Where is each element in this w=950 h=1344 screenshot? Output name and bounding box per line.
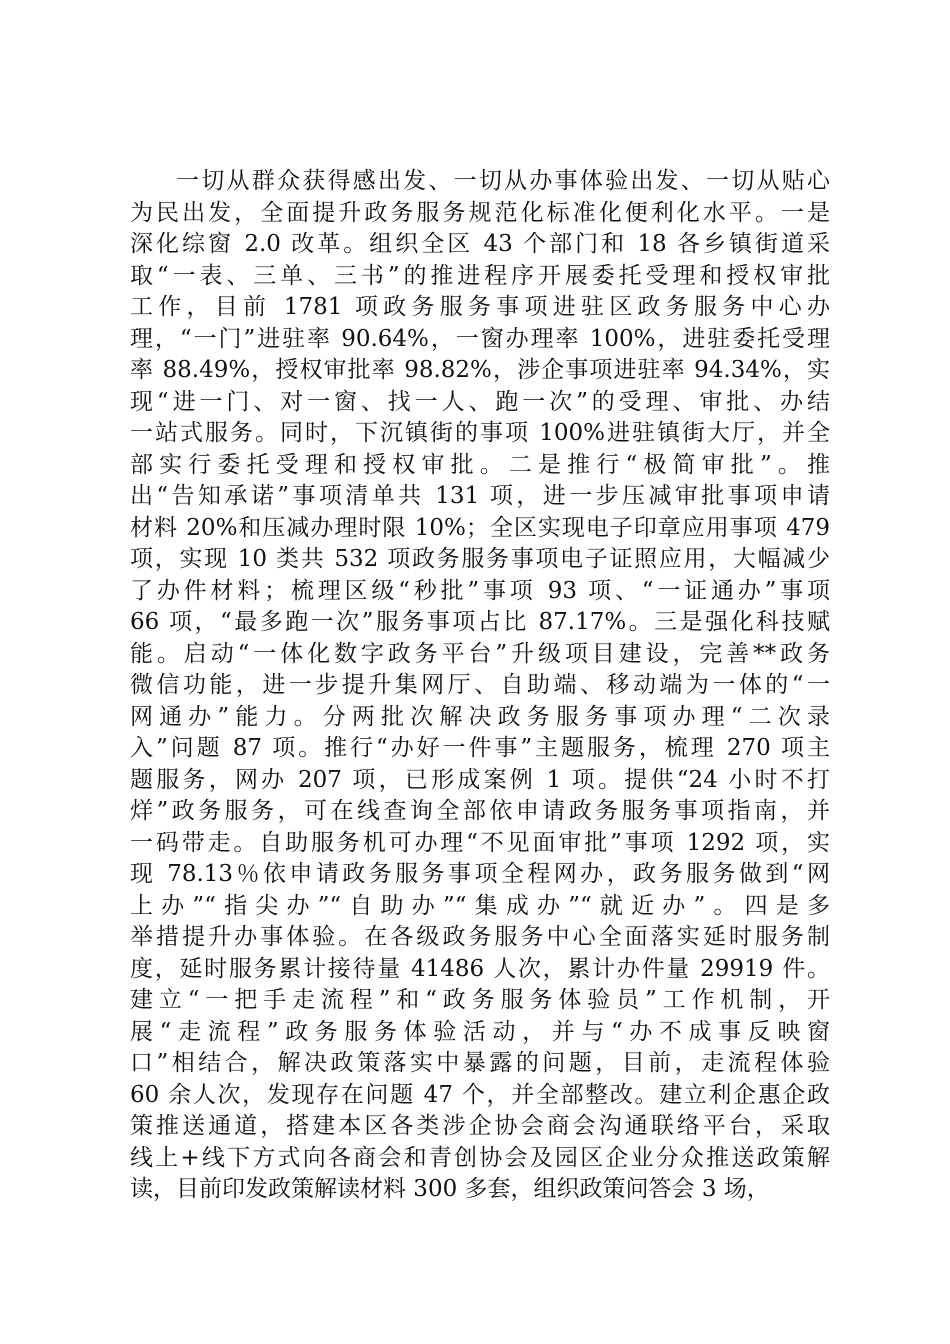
paragraph-line: 部实行委托受理和授权审批。二是推行“极简审批”。推 — [130, 451, 830, 478]
paragraph-line: 工作，目前 1781 项政务服务事项进驻区政务服务中心办 — [130, 294, 830, 320]
paragraph-line: 策推送通道，搭建本区各类涉企协会商会沟通联络平台，采取 — [130, 1113, 830, 1139]
paragraph-line: 烊”政务服务，可在线查询全部依申请政务服务事项指南，并 — [130, 798, 830, 824]
paragraph-line: 一切从群众获得感出发、一切从办事体验出发、一切从贴心 — [176, 168, 830, 194]
paragraph-line: 现“进一门、对一窗、找一人、跑一次”的受理、审批、办结 — [130, 388, 830, 415]
paragraph-line: 项，实现 10 类共 532 项政务服务事项电子证照应用，大幅减少 — [130, 546, 830, 572]
paragraph-line: 举措提升办事体验。在各级政务服务中心全面落实延时服务制 — [130, 924, 830, 950]
paragraph-line: 了办件材料；梳理区级“秒批”事项 93 项、“一证通办”事项 — [130, 577, 830, 604]
paragraph-line: 微信功能，进一步提升集网厅、自助端、移动端为一体的“一 — [130, 672, 830, 698]
body-paragraph — [130, 166, 830, 1206]
paragraph-line: 网通办”能力。分两批次解决政务服务事项办理“二次录 — [130, 703, 830, 730]
paragraph-line: 为民出发，全面提升政务服务规范化标准化便利化水平。一是 — [130, 199, 830, 226]
paragraph-line: 一站式服务。同时，下沉镇街的事项 100%进驻镇街大厅，并全 — [130, 420, 830, 446]
paragraph-line: 66 项，“最多跑一次”服务事项占比 87.17%。三是强化科技赋 — [130, 609, 830, 635]
paragraph-line: 理，“一门”进驻率 90.64%，一窗办理率 100%，进驻委托受理 — [130, 325, 830, 352]
paragraph-line: 上办”“指尖办”“自助办”“集成办”“就近办”。四是多 — [130, 892, 830, 919]
paragraph-line: 题服务，网办 207 项，已形成案例 1 项。提供“24 小时不打 — [130, 766, 830, 793]
paragraph-line: 60 余人次，发现存在问题 47 个，并全部整改。建立利企惠企政 — [130, 1081, 830, 1108]
paragraph-line: 口”相结合，解决政策落实中暴露的问题，目前，走流程体验 — [130, 1050, 830, 1076]
paragraph-line: 展“走流程”政务服务体验活动，并与“办不成事反映窗 — [130, 1018, 830, 1045]
paragraph-line: 线上+线下方式向各商会和青创协会及园区企业分众推送政策解 — [130, 1144, 830, 1171]
paragraph-line: 现 78.13％依申请政务服务事项全程网办，政务服务做到“网 — [130, 861, 830, 887]
paragraph-line: 出“告知承诺”事项清单共 131 项，进一步压减审批事项申请 — [130, 483, 830, 509]
paragraph-line: 读，目前印发政策解读材料 300 多套，组织政策问答会 3 场， — [130, 1176, 770, 1202]
paragraph-line: 率 88.49%，授权审批率 98.82%，涉企事项进驻率 94.34%，实 — [130, 357, 830, 383]
paragraph-line: 取“一表、三单、三书”的推进程序开展委托受理和授权审批 — [130, 262, 830, 289]
paragraph-line: 能。启动“一体化数字政务平台”升级项目建设，完善**政务 — [130, 640, 830, 667]
paragraph-line: 度，延时服务累计接待量 41486 人次，累计办件量 29919 件。 — [130, 955, 830, 982]
paragraph-line: 深化综窗 2.0 改革。组织全区 43 个部门和 18 各乡镇街道采 — [130, 231, 830, 257]
paragraph-line: 入”问题 87 项。推行“办好一件事”主题服务，梳理 270 项主 — [130, 735, 830, 761]
paragraph-line: 材料 20%和压减办理时限 10%；全区实现电子印章应用事项 479 — [130, 514, 830, 541]
paragraph-line: 建立“一把手走流程”和“政务服务体验员”工作机制，开 — [130, 987, 830, 1013]
paragraph-line: 一码带走。自助服务机可办理“不见面审批”事项 1292 项，实 — [130, 829, 830, 856]
